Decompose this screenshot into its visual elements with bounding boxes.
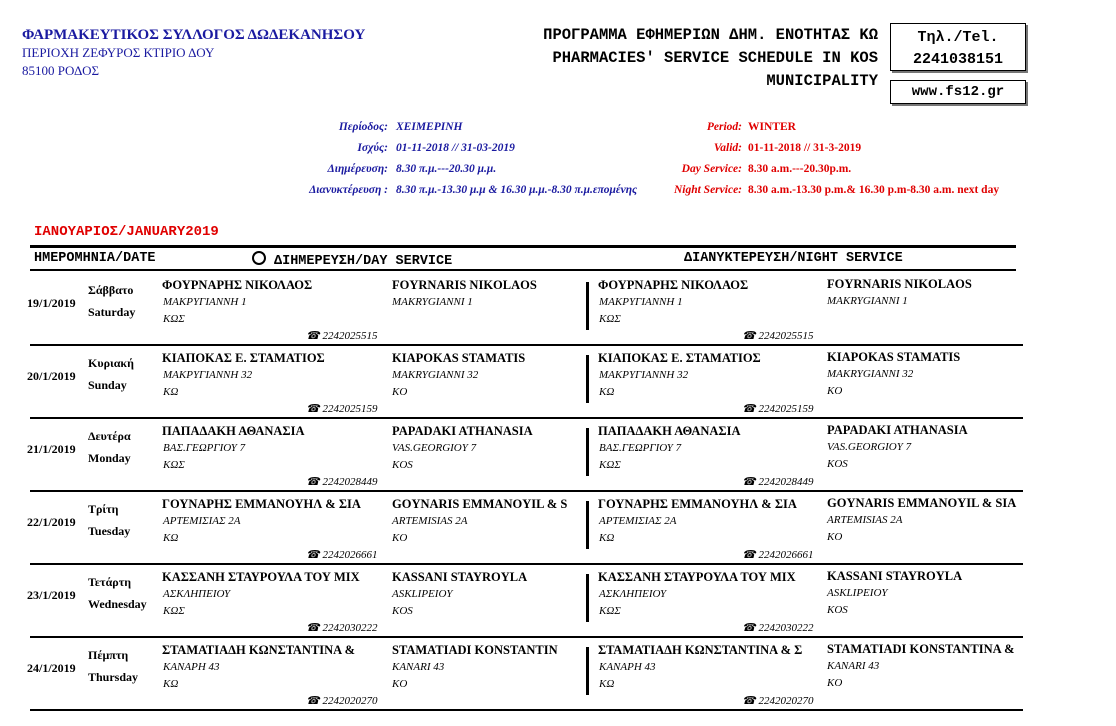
header-top-rule (30, 245, 1016, 248)
night-pharmacy-address-gr: ΒΑΣ.ΓΕΩΡΓΙΟΥ 7 (599, 442, 682, 454)
organisation-city: 85100 ΡΟΔΟΣ (22, 63, 100, 78)
day-phone-number: 2242030222 (322, 622, 378, 634)
row-weekday-en: Tuesday (88, 524, 131, 538)
night-pharmacy-name-gr: ΠΑΠΑΔΑΚΗ ΑΘΑΝΑΣΙΑ (598, 424, 741, 438)
night-pharmacy-address-en: MAKRYGIANNI 1 (827, 295, 908, 307)
night-pharmacy-name-gr: ΣΤΑΜΑΤΙΑΔΗ ΚΩΝΣΤΑΝΤΙΝΑ & Σ (598, 643, 803, 657)
row-date: 20/1/2019 (27, 369, 76, 383)
row-divider (30, 709, 1023, 711)
row-weekday-gr: Τρίτη (88, 502, 119, 516)
night-pharmacy-city-en: KO (827, 385, 843, 397)
telephone-label: Τηλ./Tel. (917, 29, 999, 46)
row-weekday-gr: Κυριακή (88, 356, 134, 370)
day-pharmacy-phone (306, 621, 377, 634)
day-value-gr: 8.30 π.μ.---20.30 μ.μ. (396, 163, 497, 175)
night-pharmacy-city-gr: ΚΩΣ (599, 459, 621, 471)
night-pharmacy-address-en: MAKRYGIANNI 32 (827, 368, 914, 380)
day-pharmacy-city-en: KO (392, 678, 408, 690)
row-date: 22/1/2019 (27, 515, 76, 529)
organisation-address: ΠΕΡΙΟΧΗ ΖΕΦΥΡΟΣ ΚΤΙΡΙΟ ΔΟΥ (22, 45, 215, 60)
organisation-name: ΦΑΡΜΑΚΕΥΤΙΚΟΣ ΣΥΛΛΟΓΟΣ ΔΩΔΕΚΑΝΗΣΟΥ (22, 27, 366, 43)
day-pharmacy-address-gr: ΑΡΤΕΜΙΣΙΑΣ 2Α (163, 515, 241, 527)
day-phone-number: 2242020270 (322, 695, 378, 707)
meta-values-greek (396, 117, 637, 201)
night-phone-number: 2242020270 (758, 695, 814, 707)
day-pharmacy-city-gr: ΚΩ (163, 678, 179, 690)
column-header-night: ΔΙΑΝΥΚΤΕΡΕΥΣΗ/NIGHT SERVICE (684, 251, 903, 266)
night-pharmacy-address-en: KANARI 43 (827, 660, 880, 672)
row-divider (30, 636, 1023, 638)
night-pharmacy-name-en: STAMATIADI KONSTANTINA & (827, 642, 1015, 656)
column-divider (586, 501, 589, 549)
night-pharmacy-name-gr: ΚΑΣΣΑΝΗ ΣΤΑΥΡΟΥΛΑ ΤΟΥ ΜΙΧ (598, 570, 796, 584)
day-pharmacy-name-gr: ΣΤΑΜΑΤΙΑΔΗ ΚΩΝΣΤΑΝΤΙΝΑ & (162, 643, 356, 657)
night-pharmacy-name-en: KIAPOKAS STAMATIS (827, 350, 961, 364)
day-pharmacy-name-en: KIAPOKAS STAMATIS (392, 351, 526, 365)
day-pharmacy-phone (306, 329, 377, 342)
valid-label-gr: Ισχύς: (357, 142, 388, 154)
day-pharmacy-address-gr: ΒΑΣ.ΓΕΩΡΓΙΟΥ 7 (163, 442, 246, 454)
day-pharmacy-name-gr: ΚΑΣΣΑΝΗ ΣΤΑΥΡΟΥΛΑ ΤΟΥ ΜΙΧ (162, 570, 360, 584)
night-pharmacy-city-gr: ΚΩ (599, 678, 615, 690)
valid-value-gr: 01-11-2018 // 31-03-2019 (396, 142, 515, 154)
column-header-date: ΗΜΕΡΟΜΗΝΙΑ/DATE (34, 251, 156, 266)
phone-icon: ☎ (742, 549, 756, 561)
column-divider (586, 647, 589, 695)
row-divider (30, 490, 1023, 492)
night-pharmacy-address-gr: ΚΑΝΑΡΗ 43 (599, 661, 656, 673)
day-pharmacy-phone (306, 548, 377, 561)
day-pharmacy-address-gr: ΚΑΝΑΡΗ 43 (163, 661, 220, 673)
column-divider (586, 282, 589, 330)
organisation-block (22, 26, 365, 80)
day-pharmacy-city-en: KOS (392, 459, 413, 471)
phone-icon: ☎ (742, 330, 756, 342)
night-phone-number: 2242028449 (758, 476, 814, 488)
night-phone-number: 2242025515 (758, 330, 814, 342)
phone-icon: ☎ (306, 695, 320, 707)
row-weekday-gr: Τετάρτη (88, 575, 132, 589)
column-divider (586, 574, 589, 622)
day-label-gr: Διημέρευση: (327, 163, 388, 175)
day-value-en: 8.30 a.m.---20.30p.m. (748, 163, 852, 175)
night-pharmacy-name-gr: ΦΟΥΡΝΑΡΗΣ ΝΙΚΟΛΑΟΣ (598, 278, 749, 292)
circle-icon (252, 251, 266, 265)
schedule-row (0, 420, 1116, 493)
night-pharmacy-address-gr: ΑΡΤΕΜΙΣΙΑΣ 2Α (599, 515, 677, 527)
meta-values-english (748, 117, 999, 201)
day-pharmacy-address-en: MAKRYGIANNI 32 (392, 369, 479, 381)
row-weekday-en: Thursday (88, 670, 139, 684)
night-pharmacy-phone (742, 548, 813, 561)
phone-icon: ☎ (306, 330, 320, 342)
night-pharmacy-phone (742, 694, 813, 707)
header-bottom-rule (30, 269, 1016, 271)
row-date: 21/1/2019 (27, 442, 76, 456)
row-weekday-en: Monday (88, 451, 131, 465)
night-pharmacy-name-en: PAPADAKI ATHANASIA (827, 423, 968, 437)
night-pharmacy-name-en: FOYRNARIS NIKOLAOS (827, 277, 972, 291)
column-header-day-label: ΔΙΗΜΕΡΕΥΣΗ/DAY SERVICE (274, 254, 453, 269)
day-pharmacy-name-en: GOYNARIS EMMANOYIL & S (392, 497, 568, 511)
telephone-box (890, 23, 1026, 71)
row-weekday-en: Wednesday (88, 597, 147, 611)
telephone-number: 2241038151 (912, 51, 1003, 68)
night-label-en: Night Service: (673, 184, 742, 196)
valid-value-en: 01-11-2018 // 31-3-2019 (748, 142, 862, 154)
website-link[interactable]: www.fs12.gr (911, 84, 1005, 100)
night-pharmacy-name-gr: ΚΙΑΠΟΚΑΣ Ε. ΣΤΑΜΑΤΙΟΣ (598, 351, 761, 365)
row-weekday-en: Saturday (88, 305, 136, 319)
night-pharmacy-address-en: VAS.GEORGIOY 7 (827, 441, 912, 453)
day-pharmacy-address-en: KANARI 43 (392, 661, 445, 673)
phone-icon: ☎ (742, 695, 756, 707)
night-phone-number: 2242026661 (758, 549, 814, 561)
night-pharmacy-phone (742, 402, 813, 415)
row-weekday-gr: Πέμπτη (88, 648, 129, 662)
night-phone-number: 2242030222 (758, 622, 814, 634)
day-pharmacy-address-en: ASKLIPEIOY (392, 588, 453, 600)
schedule-row (0, 639, 1116, 712)
row-divider (30, 417, 1023, 419)
night-pharmacy-address-en: ARTEMISIAS 2A (827, 514, 903, 526)
title-line-en: PHARMACIES' SERVICE SCHEDULE IN KOS (552, 49, 878, 67)
phone-icon: ☎ (742, 403, 756, 415)
day-pharmacy-city-gr: ΚΩΣ (163, 313, 185, 325)
day-pharmacy-city-en: KO (392, 532, 408, 544)
day-pharmacy-name-gr: ΓΟΥΝΑΡΗΣ ΕΜΜΑΝΟΥΗΛ & ΣΙΑ (162, 497, 361, 511)
period-label-gr: Περίοδος: (338, 121, 388, 133)
night-pharmacy-address-gr: ΑΣΚΛΗΠΕΙΟΥ (599, 588, 667, 600)
column-divider (586, 355, 589, 403)
day-pharmacy-city-en: KOS (392, 605, 413, 617)
day-pharmacy-phone (306, 475, 377, 488)
day-phone-number: 2242026661 (322, 549, 378, 561)
day-pharmacy-address-gr: ΜΑΚΡΥΓΙΑΝΝΗ 1 (163, 296, 247, 308)
day-phone-number: 2242025515 (322, 330, 378, 342)
period-value-gr: ΧΕΙΜΕΡΙΝΗ (396, 121, 463, 133)
phone-icon: ☎ (306, 549, 320, 561)
row-divider (30, 344, 1023, 346)
day-pharmacy-city-gr: ΚΩΣ (163, 605, 185, 617)
phone-icon: ☎ (306, 622, 320, 634)
day-phone-number: 2242028449 (322, 476, 378, 488)
night-label-gr: Διανυκτέρευση : (309, 184, 388, 196)
day-pharmacy-city-en: KO (392, 386, 408, 398)
phone-icon: ☎ (306, 403, 320, 415)
night-pharmacy-city-gr: ΚΩΣ (599, 313, 621, 325)
title-line-gr: ΠΡΟΓΡΑΜΜΑ ΕΦΗΜΕΡΙΩΝ ΔΗΜ. ΕΝΟΤΗΤΑΣ ΚΩ (543, 26, 878, 44)
row-divider (30, 563, 1023, 565)
day-pharmacy-address-gr: ΑΣΚΛΗΠΕΙΟΥ (163, 588, 231, 600)
schedule-row (0, 566, 1116, 639)
night-pharmacy-name-en: KASSANI STAYROYLA (827, 569, 963, 583)
day-pharmacy-address-en: VAS.GEORGIOY 7 (392, 442, 477, 454)
night-phone-number: 2242025159 (758, 403, 814, 415)
day-pharmacy-phone (306, 402, 377, 415)
valid-label-en: Valid: (713, 142, 742, 154)
night-pharmacy-city-en: KO (827, 677, 843, 689)
phone-icon: ☎ (306, 476, 320, 488)
night-pharmacy-city-en: KOS (827, 604, 848, 616)
meta-labels-greek (309, 117, 388, 201)
night-pharmacy-city-gr: ΚΩΣ (599, 605, 621, 617)
night-pharmacy-address-gr: ΜΑΚΡΥΓΙΑΝΝΗ 1 (599, 296, 683, 308)
night-pharmacy-city-en: KO (827, 531, 843, 543)
row-date: 24/1/2019 (27, 661, 76, 675)
schedule-row (0, 347, 1116, 420)
day-label-en: Day Service: (681, 163, 742, 175)
month-title: ΙΑΝΟΥΑΡΙΟΣ/JANUARY2019 (34, 224, 219, 240)
column-header-day (252, 251, 452, 269)
day-pharmacy-city-gr: ΚΩ (163, 532, 179, 544)
night-pharmacy-name-en: GOYNARIS EMMANOYIL & SIA (827, 496, 1017, 510)
day-pharmacy-address-en: ARTEMISIAS 2A (392, 515, 468, 527)
day-pharmacy-address-en: MAKRYGIANNI 1 (392, 296, 473, 308)
night-pharmacy-address-gr: ΜΑΚΡΥΓΙΑΝΝΗ 32 (599, 369, 689, 381)
day-pharmacy-name-gr: ΦΟΥΡΝΑΡΗΣ ΝΙΚΟΛΑΟΣ (162, 278, 313, 292)
phone-icon: ☎ (742, 476, 756, 488)
period-value-en: WINTER (748, 121, 796, 133)
night-pharmacy-phone (742, 621, 813, 634)
day-pharmacy-name-gr: ΠΑΠΑΔΑΚΗ ΑΘΑΝΑΣΙΑ (162, 424, 305, 438)
website-box[interactable] (890, 80, 1026, 104)
night-pharmacy-phone (742, 329, 813, 342)
row-weekday-gr: Σάββατο (88, 283, 134, 297)
row-date: 23/1/2019 (27, 588, 76, 602)
day-pharmacy-name-en: PAPADAKI ATHANASIA (392, 424, 533, 438)
day-pharmacy-name-gr: ΚΙΑΠΟΚΑΣ Ε. ΣΤΑΜΑΤΙΟΣ (162, 351, 325, 365)
schedule-row (0, 274, 1116, 347)
night-pharmacy-city-gr: ΚΩ (599, 386, 615, 398)
document-title (543, 24, 878, 93)
schedule-row (0, 493, 1116, 566)
column-divider (586, 428, 589, 476)
title-line-en-2: MUNICIPALITY (766, 72, 878, 90)
phone-icon: ☎ (742, 622, 756, 634)
night-pharmacy-city-gr: ΚΩ (599, 532, 615, 544)
meta-labels-english (674, 117, 742, 201)
row-weekday-gr: Δευτέρα (88, 429, 131, 443)
night-value-gr: 8.30 π.μ.-13.30 μ.μ & 16.30 μ.μ.-8.30 π.μ.επομένης (396, 184, 638, 196)
day-pharmacy-name-en: KASSANI STAYROYLA (392, 570, 528, 584)
row-weekday-en: Sunday (88, 378, 127, 392)
day-pharmacy-name-en: FOYRNARIS NIKOLAOS (392, 278, 537, 292)
row-date: 19/1/2019 (27, 296, 76, 310)
day-pharmacy-city-gr: ΚΩ (163, 386, 179, 398)
night-pharmacy-address-en: ASKLIPEIOY (827, 587, 888, 599)
day-pharmacy-city-gr: ΚΩΣ (163, 459, 185, 471)
period-label-en: Period: (706, 121, 742, 133)
day-pharmacy-phone (306, 694, 377, 707)
night-pharmacy-phone (742, 475, 813, 488)
night-pharmacy-name-gr: ΓΟΥΝΑΡΗΣ ΕΜΜΑΝΟΥΗΛ & ΣΙΑ (598, 497, 797, 511)
night-pharmacy-city-en: KOS (827, 458, 848, 470)
day-pharmacy-name-en: STAMATIADI KONSTANTIN (392, 643, 558, 657)
night-value-en: 8.30 a.m.-13.30 p.m.& 16.30 p.m-8.30 a.m. next day (748, 184, 1000, 196)
day-pharmacy-address-gr: ΜΑΚΡΥΓΙΑΝΝΗ 32 (163, 369, 253, 381)
day-phone-number: 2242025159 (322, 403, 378, 415)
